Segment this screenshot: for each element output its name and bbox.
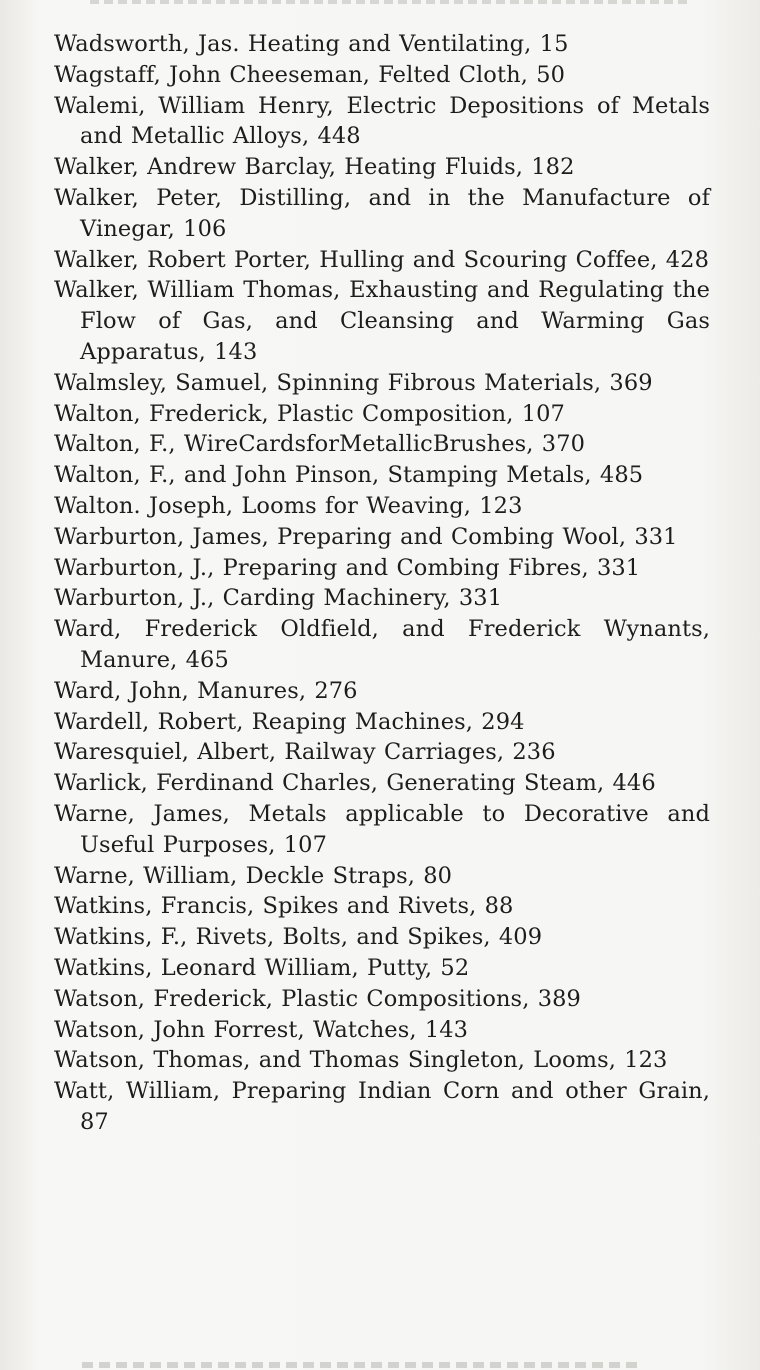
index-entry: Walker, Andrew Barclay, Heating Fluids, 182: [54, 154, 575, 181]
index-entry: Waresquiel, Albert, Railway Carriages, 236: [54, 739, 556, 766]
index-entry: Watson, Thomas, and Thomas Singleton, Looms, 123: [54, 1047, 668, 1074]
index-entry: Watt, William, Preparing Indian Corn and other Grain, 87: [54, 1078, 710, 1135]
index-entry: Warburton, J., Preparing and Combing Fibres, 331: [54, 554, 641, 581]
index-entry: Wardell, Robert, Reaping Machines, 294: [54, 708, 525, 735]
index-entry: Walton, F., and John Pinson, Stamping Metals, 485: [54, 462, 644, 489]
index-entry: Warburton, J., Carding Machinery, 331: [54, 585, 503, 612]
index-entry: Walemi, William Henry, Electric Depositions of Metals and Metallic Alloys, 448: [54, 92, 710, 150]
index-entry: Walton, Frederick, Plastic Composition, 107: [54, 400, 565, 427]
index-entry: Warne, James, Metals applicable to Decorative and Useful Purposes, 107: [54, 800, 710, 858]
index-entry: Watson, Frederick, Plastic Compositions, 389: [54, 985, 581, 1012]
index-entry: Warne, William, Deckle Straps, 80: [54, 862, 453, 889]
index-entry: Watson, John Forrest, Watches, 143: [54, 1016, 469, 1043]
index-entry: Walker, William Thomas, Exhausting and Regulating the Flow of Gas, and Cleansing and Warming Gas Apparatus, 143: [54, 277, 710, 365]
cropped-next-line: [82, 1362, 642, 1368]
index-entry: Walmsley, Samuel, Spinning Fibrous Materials, 369: [54, 369, 653, 396]
index-entry: Walker, Peter, Distilling, and in the Manufacture of Vinegar, 106: [54, 184, 710, 242]
index-entry: Wadsworth, Jas. Heating and Ventilating, 15: [54, 31, 569, 57]
index-entry: Ward, John, Manures, 276: [54, 677, 358, 704]
index-entry: Warburton, James, Preparing and Combing Wool, 331: [54, 523, 678, 550]
index-entry: Walton, F., WireCardsforMetallicBrushes, 370: [54, 431, 586, 458]
patent-index-list: [54, 29, 710, 1138]
index-entry: Watkins, F., Rivets, Bolts, and Spikes, 409: [54, 924, 543, 951]
index-entry: Wagstaff, John Cheeseman, Felted Cloth, 50: [54, 61, 566, 88]
cropped-previous-line: [90, 0, 690, 4]
index-entry: Walker, Robert Porter, Hulling and Scouring Coffee, 428: [54, 246, 710, 273]
index-entry: Warlick, Ferdinand Charles, Generating Steam, 446: [54, 770, 656, 797]
index-entry: Watkins, Leonard William, Putty, 52: [54, 954, 470, 981]
index-entry: Ward, Frederick Oldfield, and Frederick Wynants, Manure, 465: [54, 616, 710, 673]
index-entry: Walton. Joseph, Looms for Weaving, 123: [54, 492, 523, 519]
index-entry: Watkins, Francis, Spikes and Rivets, 88: [54, 893, 514, 920]
